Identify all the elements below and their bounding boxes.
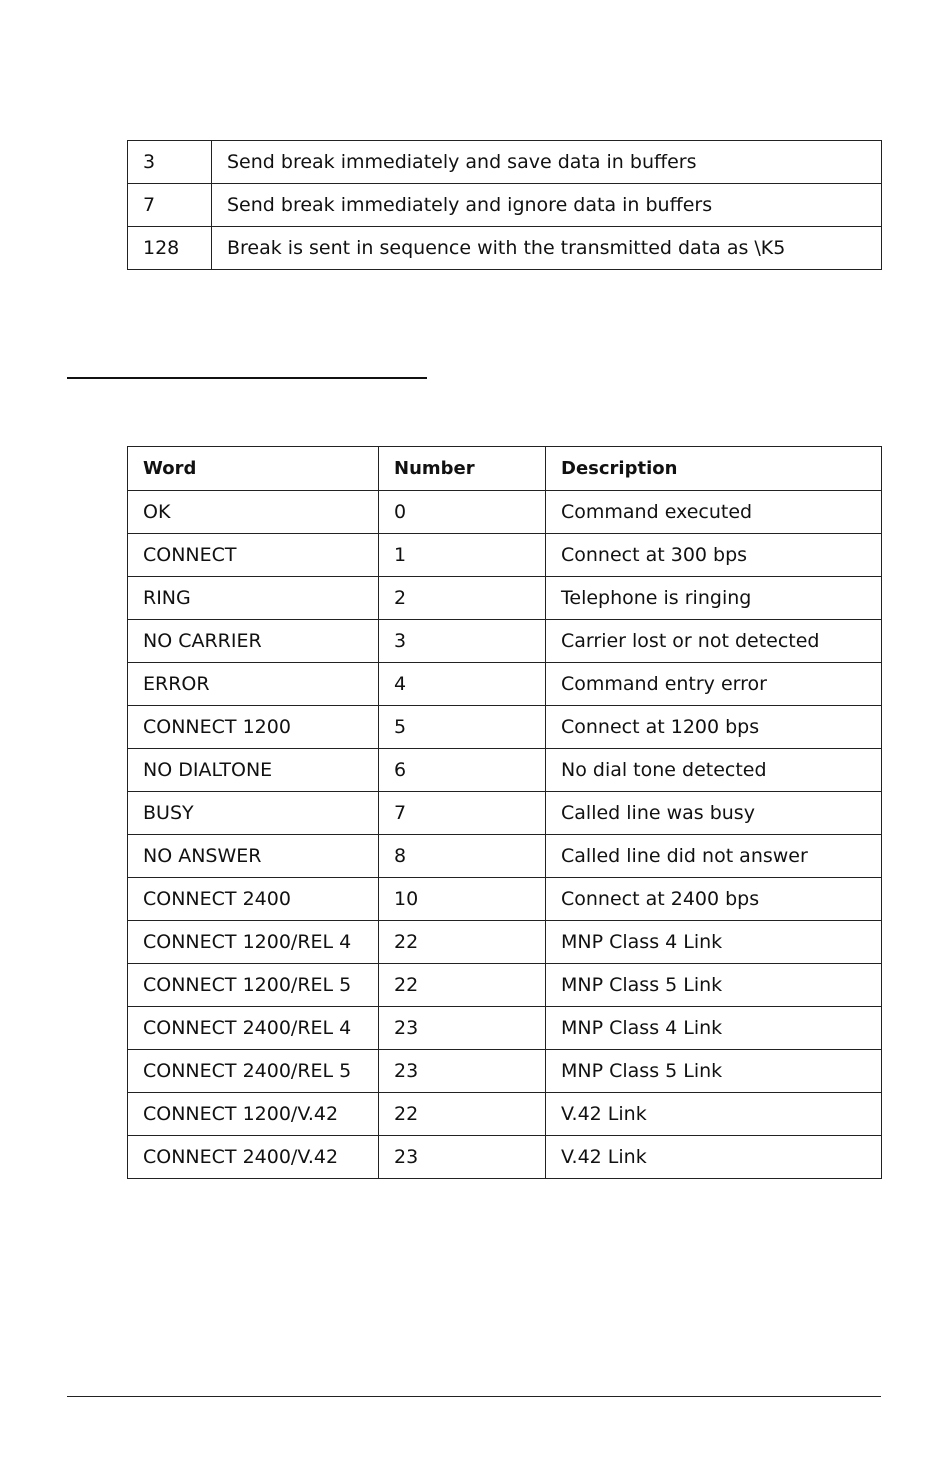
result-codes-body bbox=[128, 491, 882, 1179]
break-value-cell: 128 bbox=[128, 227, 212, 270]
number-cell: 22 bbox=[379, 964, 546, 1007]
number-cell: 22 bbox=[379, 921, 546, 964]
number-cell: 0 bbox=[379, 491, 546, 534]
header-row bbox=[128, 447, 882, 491]
description-cell: No dial tone detected bbox=[546, 749, 882, 792]
break-description-cell: Break is sent in sequence with the transmitted data as \K5 bbox=[212, 227, 882, 270]
number-cell: 10 bbox=[379, 878, 546, 921]
table-row bbox=[128, 491, 882, 534]
word-cell: OK bbox=[128, 491, 379, 534]
table-row bbox=[128, 227, 882, 270]
result-codes-header bbox=[128, 447, 882, 491]
word-cell: RING bbox=[128, 577, 379, 620]
description-cell: Connect at 2400 bps bbox=[546, 878, 882, 921]
column-header-word: Word bbox=[128, 447, 379, 491]
word-cell: CONNECT 2400/REL 5 bbox=[128, 1050, 379, 1093]
break-description-cell: Send break immediately and ignore data in buffers bbox=[212, 184, 882, 227]
word-cell: CONNECT 2400 bbox=[128, 878, 379, 921]
table-row bbox=[128, 792, 882, 835]
description-cell: V.42 Link bbox=[546, 1136, 882, 1179]
word-cell: CONNECT 1200/REL 4 bbox=[128, 921, 379, 964]
table-row bbox=[128, 706, 882, 749]
description-cell: MNP Class 4 Link bbox=[546, 921, 882, 964]
word-cell: NO ANSWER bbox=[128, 835, 379, 878]
word-cell: CONNECT 1200/REL 5 bbox=[128, 964, 379, 1007]
word-cell: NO CARRIER bbox=[128, 620, 379, 663]
table-row bbox=[128, 1093, 882, 1136]
word-cell: CONNECT 2400/REL 4 bbox=[128, 1007, 379, 1050]
column-header-description: Description bbox=[546, 447, 882, 491]
word-cell: BUSY bbox=[128, 792, 379, 835]
description-cell: MNP Class 5 Link bbox=[546, 1050, 882, 1093]
number-cell: 1 bbox=[379, 534, 546, 577]
description-cell: Called line was busy bbox=[546, 792, 882, 835]
table-row bbox=[128, 184, 882, 227]
number-cell: 6 bbox=[379, 749, 546, 792]
table-row bbox=[128, 1007, 882, 1050]
table-row bbox=[128, 964, 882, 1007]
number-cell: 8 bbox=[379, 835, 546, 878]
number-cell: 22 bbox=[379, 1093, 546, 1136]
description-cell: MNP Class 4 Link bbox=[546, 1007, 882, 1050]
number-cell: 23 bbox=[379, 1050, 546, 1093]
table-row bbox=[128, 1136, 882, 1179]
word-cell: ERROR bbox=[128, 663, 379, 706]
number-cell: 4 bbox=[379, 663, 546, 706]
description-cell: Command executed bbox=[546, 491, 882, 534]
word-cell: NO DIALTONE bbox=[128, 749, 379, 792]
section-heading-rule bbox=[67, 377, 427, 379]
table-row bbox=[128, 749, 882, 792]
table-row bbox=[128, 577, 882, 620]
description-cell: Called line did not answer bbox=[546, 835, 882, 878]
description-cell: Telephone is ringing bbox=[546, 577, 882, 620]
number-cell: 3 bbox=[379, 620, 546, 663]
number-cell: 23 bbox=[379, 1007, 546, 1050]
table-row bbox=[128, 534, 882, 577]
break-options-table bbox=[127, 140, 882, 270]
table-row bbox=[128, 620, 882, 663]
table-row bbox=[128, 921, 882, 964]
description-cell: Carrier lost or not detected bbox=[546, 620, 882, 663]
number-cell: 2 bbox=[379, 577, 546, 620]
table-row bbox=[128, 1050, 882, 1093]
table-row bbox=[128, 141, 882, 184]
description-cell: V.42 Link bbox=[546, 1093, 882, 1136]
description-cell: MNP Class 5 Link bbox=[546, 964, 882, 1007]
description-cell: Connect at 300 bps bbox=[546, 534, 882, 577]
footer-rule bbox=[67, 1396, 881, 1397]
table-row bbox=[128, 835, 882, 878]
result-codes-table bbox=[127, 446, 882, 1179]
description-cell: Command entry error bbox=[546, 663, 882, 706]
word-cell: CONNECT 1200 bbox=[128, 706, 379, 749]
break-value-cell: 7 bbox=[128, 184, 212, 227]
table-row bbox=[128, 878, 882, 921]
break-options-body bbox=[128, 141, 882, 270]
column-header-number: Number bbox=[379, 447, 546, 491]
number-cell: 5 bbox=[379, 706, 546, 749]
word-cell: CONNECT 1200/V.42 bbox=[128, 1093, 379, 1136]
word-cell: CONNECT 2400/V.42 bbox=[128, 1136, 379, 1179]
break-value-cell: 3 bbox=[128, 141, 212, 184]
description-cell: Connect at 1200 bps bbox=[546, 706, 882, 749]
word-cell: CONNECT bbox=[128, 534, 379, 577]
number-cell: 23 bbox=[379, 1136, 546, 1179]
number-cell: 7 bbox=[379, 792, 546, 835]
break-description-cell: Send break immediately and save data in buffers bbox=[212, 141, 882, 184]
table-row bbox=[128, 663, 882, 706]
